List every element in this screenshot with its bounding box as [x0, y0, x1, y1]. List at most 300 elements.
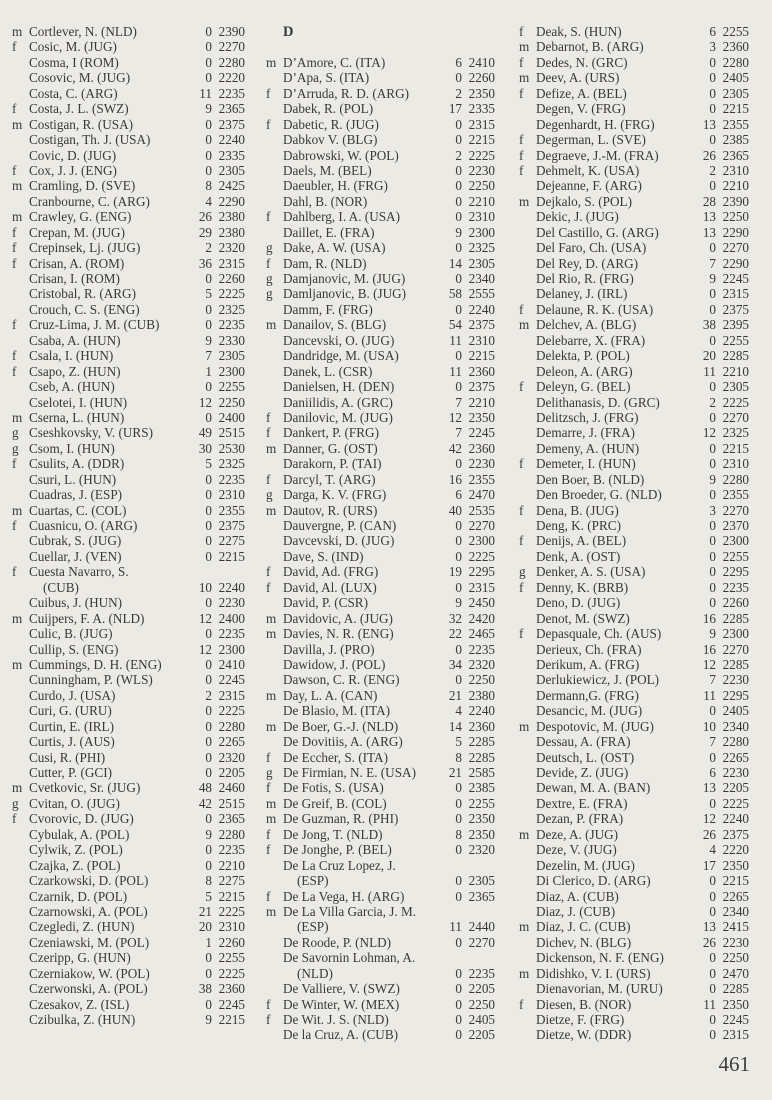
rating-value: 2470 [468, 487, 495, 503]
table-row [519, 518, 749, 533]
table-row [266, 827, 495, 842]
games-count: 8 [205, 178, 212, 194]
table-row [519, 935, 749, 950]
games-count: 0 [709, 70, 716, 86]
games-count: 0 [709, 795, 716, 811]
player-name: Dietze, F. (FRG) [536, 1012, 625, 1027]
rating-value: 2270 [468, 518, 495, 534]
player-name: Denijs, A. (BEL) [536, 533, 627, 549]
table-row [266, 642, 495, 657]
games-count: 4 [455, 703, 462, 719]
player-name: D’Arruda, R. D. (ARG) [283, 85, 409, 101]
table-row [519, 765, 749, 780]
table-row [266, 564, 495, 579]
games-count: 0 [455, 533, 462, 549]
player-name: De Savornin Lohman, A. [283, 950, 416, 966]
table-row [12, 1012, 245, 1027]
rating-value: 2215 [218, 548, 245, 564]
table-row [266, 657, 495, 672]
rating-value: 2365 [218, 101, 245, 117]
games-count: 40 [448, 502, 462, 518]
player-name: Devide, Z. (JUG) [536, 765, 629, 780]
games-count: 0 [455, 780, 462, 796]
title-letter [12, 286, 29, 301]
rating-value: 2275 [218, 533, 245, 549]
rating-value: 2225 [468, 548, 495, 564]
games-count: 9 [205, 101, 212, 117]
player-name: De La Vega, H. (ARG) [283, 888, 405, 904]
title-letter: m [266, 626, 277, 642]
table-row [519, 178, 749, 193]
title-letter [519, 271, 536, 286]
games-count: 9 [709, 271, 716, 286]
player-name: Depasquale, Ch. (AUS) [536, 626, 662, 642]
player-name: Csulits, A. (DDR) [29, 456, 125, 472]
title-letter: m [519, 39, 530, 55]
games-count: 7 [455, 425, 462, 441]
table-row [266, 719, 495, 734]
games-count: 14 [448, 718, 462, 734]
table-row [519, 70, 749, 85]
rating-value: 2255 [722, 548, 749, 564]
table-row [519, 240, 749, 255]
table-row [266, 286, 495, 301]
title-letter [12, 55, 29, 70]
player-name: Czajka, Z. (POL) [29, 857, 121, 873]
player-name: Deleyn, G. (BEL) [536, 379, 631, 395]
rating-value: 2310 [218, 919, 245, 935]
games-count: 7 [455, 394, 462, 410]
rating-value: 2210 [468, 394, 495, 410]
games-count: 0 [205, 147, 212, 163]
table-row [12, 194, 245, 209]
games-count: 2 [455, 147, 462, 163]
table-row [12, 178, 245, 193]
table-row [519, 1012, 749, 1027]
rating-value: 2370 [722, 518, 749, 533]
games-count: 13 [702, 209, 716, 225]
table-row [519, 703, 749, 718]
games-count [432, 904, 462, 919]
title-letter: f [519, 579, 524, 595]
title-letter [266, 395, 283, 410]
rating-value: 2245 [468, 425, 495, 441]
player-name: Dehmelt, K. (USA) [536, 162, 640, 178]
games-count: 0 [709, 888, 716, 904]
games-count: 21 [198, 903, 212, 919]
title-letter [12, 750, 29, 765]
table-row [12, 919, 245, 934]
games-count: 0 [455, 795, 462, 811]
player-name: Cserna, L. (HUN) [29, 409, 125, 425]
table-row [12, 425, 245, 440]
games-count: 8 [455, 749, 462, 765]
rating-value: 2340 [468, 271, 495, 287]
table-row [12, 209, 245, 224]
games-count: 0 [205, 487, 212, 503]
games-count: 20 [702, 348, 716, 364]
player-name: Cubrak, S. (JUG) [29, 533, 122, 549]
player-name: Diaz, J. (CUB) [536, 903, 616, 919]
player-name: Damjanovic, M. (JUG) [283, 271, 406, 287]
title-letter: m [266, 903, 277, 919]
table-row [266, 117, 495, 132]
title-letter [519, 858, 536, 873]
rating-value: 2285 [722, 610, 749, 626]
games-count: 12 [198, 641, 212, 657]
title-letter: f [266, 85, 271, 101]
games-count: 0 [455, 348, 462, 364]
player-name: Danilovic, M. (JUG) [283, 409, 393, 425]
title-letter: g [12, 425, 19, 441]
player-name: Dickenson, N. F. (ENG) [536, 950, 664, 966]
title-letter [12, 904, 29, 919]
table-row [266, 734, 495, 749]
title-letter: f [266, 471, 271, 487]
player-name: Despotovic, M. (JUG) [536, 718, 654, 734]
table-row [266, 518, 495, 533]
table-row [12, 981, 245, 996]
games-count: 6 [709, 24, 716, 39]
rating-value: 2205 [468, 981, 495, 997]
games-count: 0 [455, 672, 462, 688]
title-letter: m [519, 826, 530, 842]
games-count: 0 [709, 749, 716, 765]
title-letter: f [519, 132, 524, 148]
player-name: Demeny, A. (HUN) [536, 440, 640, 456]
player-name: De Jong, T. (NLD) [283, 826, 383, 842]
title-letter: f [12, 348, 17, 364]
games-count: 11 [199, 85, 212, 101]
player-name: Dienavorian, M. (URU) [536, 981, 663, 997]
games-count: 26 [702, 826, 716, 842]
rating-value: 2300 [722, 533, 749, 549]
games-count: 0 [709, 1027, 716, 1043]
title-letter [266, 672, 283, 687]
games-count: 0 [205, 965, 212, 981]
player-name: (ESP) [297, 919, 329, 935]
player-name: De Fotis, S. (USA) [283, 780, 384, 796]
player-name: De Dovitiis, A. (ARG) [283, 734, 403, 750]
rating-value: 2295 [722, 564, 749, 580]
games-count: 8 [455, 826, 462, 842]
column-2 [266, 24, 495, 1043]
title-letter [12, 919, 29, 934]
games-count: 0 [709, 379, 716, 395]
games-count: 3 [709, 39, 716, 55]
table-row [266, 580, 495, 595]
rating-value: 2290 [722, 255, 749, 271]
games-count: 0 [709, 548, 716, 564]
rating-value: 2315 [722, 1027, 749, 1043]
rating-value: 2300 [218, 363, 245, 379]
table-row [12, 240, 245, 255]
table-row [519, 225, 749, 240]
table-row [519, 780, 749, 795]
games-count: 0 [709, 873, 716, 889]
table-row [266, 873, 495, 888]
table-row [519, 24, 749, 39]
table-row [12, 518, 245, 533]
player-name: Deze, A. (JUG) [536, 826, 619, 842]
table-row [12, 24, 245, 39]
rating-value: 2245 [722, 271, 749, 286]
games-count: 0 [455, 1027, 462, 1043]
table-row [12, 503, 245, 518]
player-name: Cuadras, J. (ESP) [29, 487, 123, 503]
table-row [266, 256, 495, 271]
rating-value: 2265 [722, 888, 749, 904]
rating-value: 2280 [722, 734, 749, 750]
rating-value: 2280 [218, 54, 245, 70]
title-letter: f [12, 240, 17, 256]
title-letter [266, 333, 283, 348]
table-row [12, 889, 245, 904]
table-row [12, 595, 245, 610]
title-letter [519, 487, 536, 502]
player-name: Deng, K. (PRC) [536, 518, 621, 533]
table-row [266, 456, 495, 471]
games-count: 32 [448, 610, 462, 626]
games-count: 9 [709, 626, 716, 642]
title-letter [266, 703, 283, 718]
table-row [519, 919, 749, 934]
player-name: Cruz-Lima, J. M. (CUB) [29, 317, 160, 333]
games-count: 7 [709, 672, 716, 688]
games-count: 38 [198, 981, 212, 997]
title-letter [519, 333, 536, 348]
rating-value: 2280 [722, 54, 749, 70]
games-count: 0 [455, 271, 462, 287]
games-count: 11 [449, 919, 462, 935]
rating-value: 2315 [722, 286, 749, 302]
games-count: 6 [455, 487, 462, 503]
title-letter [266, 518, 283, 533]
title-letter [519, 256, 536, 271]
title-letter: m [266, 54, 277, 70]
table-row [519, 688, 749, 703]
table-row [519, 317, 749, 332]
table-row [519, 86, 749, 101]
rating-value: 2325 [722, 425, 749, 441]
title-letter [519, 364, 536, 379]
rating-value: 2360 [468, 718, 495, 734]
player-name: Dezan, P. (FRA) [536, 811, 624, 827]
table-row [519, 564, 749, 579]
player-name: Dahl, B. (NOR) [283, 193, 368, 209]
rating-value: 2235 [468, 965, 495, 981]
rating-value: 2225 [722, 394, 749, 410]
table-row [519, 364, 749, 379]
rating-value: 2245 [218, 996, 245, 1012]
rating-value: 2285 [722, 348, 749, 364]
player-name: Cuasnicu, O. (ARG) [29, 518, 138, 533]
player-name: De Eccher, S. (ITA) [283, 749, 388, 765]
table-row [266, 919, 495, 934]
title-letter: f [266, 996, 271, 1012]
games-count: 0 [709, 533, 716, 549]
table-row [266, 178, 495, 193]
table-row [12, 904, 245, 919]
title-letter [266, 935, 283, 950]
games-count [432, 950, 462, 965]
table-row [12, 873, 245, 888]
title-letter [519, 734, 536, 749]
title-letter [12, 379, 29, 394]
games-count: 0 [709, 301, 716, 317]
rating-value: 2255 [218, 950, 245, 966]
section-header-letter: D [283, 24, 294, 40]
rating-value: 2585 [468, 765, 495, 781]
title-letter [519, 611, 536, 626]
games-count: 0 [455, 641, 462, 657]
title-letter [12, 672, 29, 687]
table-row [12, 827, 245, 842]
title-letter [12, 148, 29, 163]
player-name: Crisan, I. (ROM) [29, 271, 120, 286]
games-count: 0 [205, 301, 212, 317]
rating-value: 2375 [468, 379, 495, 395]
title-letter [12, 950, 29, 965]
player-name: Crawley, G. (ENG) [29, 209, 132, 225]
title-letter [266, 858, 283, 873]
title-letter [12, 734, 29, 749]
rating-value: 2360 [722, 39, 749, 55]
title-letter [12, 935, 29, 950]
table-row [266, 333, 495, 348]
player-name: Demeter, I. (HUN) [536, 456, 636, 472]
rating-value: 2210 [722, 363, 749, 379]
title-letter [266, 919, 283, 934]
player-name: Czerwonski, A. (POL) [29, 981, 148, 997]
player-name: Dabkov V. (BLG) [283, 132, 378, 148]
table-row [519, 302, 749, 317]
player-name: Day, L. A. (CAN) [283, 687, 378, 703]
rating-value: 2405 [722, 70, 749, 86]
rating-value: 2260 [218, 271, 245, 286]
title-letter [266, 348, 283, 363]
games-count: 7 [709, 255, 716, 271]
title-letter [519, 657, 536, 672]
games-count: 0 [205, 996, 212, 1012]
player-name: De Roode, P. (NLD) [283, 934, 392, 950]
games-count: 0 [455, 456, 462, 472]
table-row [266, 533, 495, 548]
title-letter: f [12, 811, 17, 827]
table-row [519, 333, 749, 348]
rating-value: 2350 [468, 409, 495, 425]
player-name: Dietze, W. (DDR) [536, 1027, 632, 1043]
games-count: 0 [205, 518, 212, 533]
player-name: De Blasio, M. (ITA) [283, 703, 390, 719]
title-letter: g [12, 795, 19, 811]
title-letter [12, 549, 29, 564]
table-row [266, 904, 495, 919]
games-count: 0 [205, 749, 212, 765]
games-count: 0 [205, 271, 212, 286]
rating-value: 2215 [722, 101, 749, 117]
rating-value: 2280 [218, 718, 245, 734]
title-letter: m [519, 718, 530, 734]
rating-value: 2315 [218, 687, 245, 703]
player-name: Delekta, P. (POL) [536, 348, 630, 364]
player-name: Costigan, Th. J. (USA) [29, 132, 151, 148]
rating-value: 2285 [722, 656, 749, 672]
title-letter: m [12, 780, 23, 796]
games-count: 34 [448, 656, 462, 672]
table-row [266, 317, 495, 332]
player-name: D’Amore, C. (ITA) [283, 54, 386, 70]
player-name: Cuibus, J. (HUN) [29, 595, 123, 611]
rating-value: 2210 [722, 178, 749, 194]
table-row [519, 966, 749, 981]
rating-value: 2380 [468, 687, 495, 703]
player-name: Cranbourne, C. (ARG) [29, 193, 150, 209]
table-row [266, 811, 495, 826]
title-letter: m [266, 687, 277, 703]
table-row [266, 703, 495, 718]
player-name: Denny, K. (BRB) [536, 579, 629, 595]
table-row [12, 163, 245, 178]
title-letter [519, 286, 536, 301]
title-letter [266, 132, 283, 147]
table-row [519, 719, 749, 734]
rating-value: 2535 [468, 502, 495, 518]
table-row [519, 811, 749, 826]
rating-value: 2210 [218, 857, 245, 873]
games-count: 0 [709, 965, 716, 981]
player-name: Cseb, A. (HUN) [29, 379, 115, 395]
rating-value: 2375 [218, 116, 245, 132]
games-count: 20 [198, 919, 212, 935]
player-name: Dake, A. W. (USA) [283, 240, 386, 256]
player-name: Cusi, R. (PHI) [29, 749, 106, 765]
player-name: Csaba, A. (HUN) [29, 332, 121, 348]
player-name: Derlukiewicz, J. (POL) [536, 672, 660, 688]
title-letter: m [266, 718, 277, 734]
table-row [12, 533, 245, 548]
player-name: Czerniakow, W. (POL) [29, 965, 150, 981]
player-name: De La Cruz Lopez, J. [283, 857, 396, 873]
games-count: 22 [448, 626, 462, 642]
games-count: 30 [198, 440, 212, 456]
table-row [519, 456, 749, 471]
table-row [12, 796, 245, 811]
table-row [12, 302, 245, 317]
games-count: 0 [709, 440, 716, 456]
table-row [519, 194, 749, 209]
title-letter [266, 364, 283, 379]
player-name: Curtis, J. (AUS) [29, 734, 115, 750]
games-count: 0 [205, 54, 212, 70]
player-name: Darcyl, T. (ARG) [283, 471, 376, 487]
title-letter: f [519, 379, 524, 395]
games-count: 17 [448, 101, 462, 117]
games-count: 0 [205, 317, 212, 333]
rating-value: 2215 [218, 888, 245, 904]
table-row [266, 410, 495, 425]
title-letter: f [12, 518, 17, 533]
games-count: 2 [709, 394, 716, 410]
games-count: 3 [709, 502, 716, 518]
table-row [266, 163, 495, 178]
rating-value: 2410 [468, 54, 495, 70]
title-letter [12, 132, 29, 147]
rating-value: 2235 [722, 579, 749, 595]
title-letter [266, 966, 283, 981]
rating-value: 2235 [218, 471, 245, 487]
games-count: 9 [205, 826, 212, 842]
